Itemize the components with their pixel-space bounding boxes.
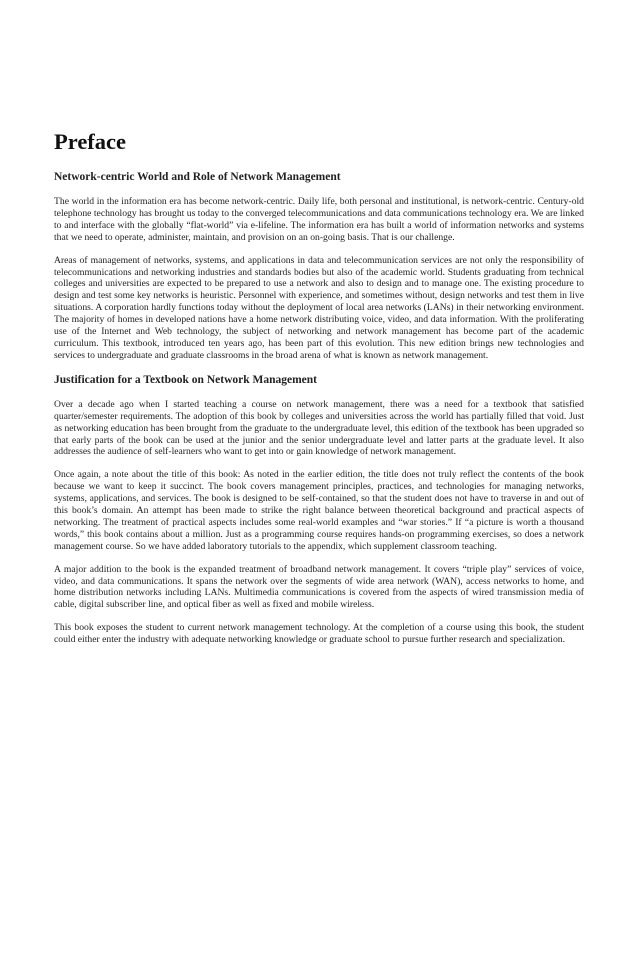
paragraph-areas-of-management: Areas of management of networks, systems, and applications in data and telecommunication services are not only the responsibility of telecommunications and networking industries and standards bodies but also of the academic world. Students graduating from technical colleges and universities are expected to be prepared to use a network and also to design and to manage one. The existing procedure to design and test some key networks is heuristic. Personnel with experience, and sometimes without, design networks and test them in live situations. A corporation hardly functions today without the deployment of local area networks (LANs) in their networking environment. The majority of homes in developed nations have a home network distributing voice, video, and data information. With the proliferating use of the Internet and Web technology, the subject of networking and network management has become part of the academic curriculum. This textbook, introduced ten years ago, has been part of this evolution. This new edition brings new technologies and services to undergraduate and graduate classrooms in the broad arena of what is known as network management.	[54, 254, 584, 361]
preface-page	[54, 128, 584, 657]
paragraph-decade-ago: Over a decade ago when I started teaching a course on network management, there was a need for a textbook that satisfied quarter/semester requirements. The adoption of this book by colleges and universities across the world has partially filled that void. Just as networking education has been brought from the graduate to the undergraduate level, this edition of the textbook has been upgraded so that early parts of the book can be used at the junior and the senior undergraduate level and latter parts at the graduate level. It also addresses the audience of self-learners who want to get into or gain knowledge of network management.	[54, 398, 584, 458]
section-heading-justification: Justification for a Textbook on Network Management	[54, 373, 318, 386]
section-heading-network-centric-world: Network-centric World and Role of Network Management	[54, 171, 341, 183]
page-title: Preface	[54, 129, 127, 154]
paragraph-note-about-title: Once again, a note about the title of this book: As noted in the earlier edition, the title does not truly reflect the contents of the book because we want to keep it succinct. The book covers management principles, practices, and technologies for managing networks, systems, applications, and services. The book is designed to be self-contained, so that the student does not have to traverse in and out of this book’s domain. An attempt has been made to strike the right balance between theoretical background and practical aspects of networking. The treatment of practical aspects includes some real-world examples and “war stories.” If “a picture is worth a thousand words,” this book contains about a million. Just as a programming course requires hands-on programming exercises, so does a network management course. So we have added laboratory tutorials to the appendix, which supplement classroom teaching.	[54, 469, 584, 552]
paragraph-network-centric-intro: The world in the information era has become network-centric. Daily life, both personal and institutional, is network-centric. Century-old telephone technology has brought us today to the converged telecommunications and data communications technology era. We are linked to and interface with the globally “flat-world” via e-lifeline. The information era has built a world of information networks and systems that we need to operate, administer, maintain, and provision on an on-going basis. That is our challenge.	[54, 196, 584, 243]
paragraph-exposes-student: This book exposes the student to current network management technology. At the completion of a course using this book, the student could either enter the industry with adequate networking knowledge or graduate school to pursue further research and specialization.	[54, 622, 584, 646]
paragraph-broadband-addition: A major addition to the book is the expanded treatment of broadband network management. It covers “triple play” services of voice, video, and data communications. It spans the network over the segments of wide area network (WAN), access networks to home, and home distribution networks including LANs. Multimedia communications is covered from the aspects of wired transmission media of cable, digital subscriber line, and optical fiber as well as fixed and mobile wireless.	[54, 563, 584, 611]
